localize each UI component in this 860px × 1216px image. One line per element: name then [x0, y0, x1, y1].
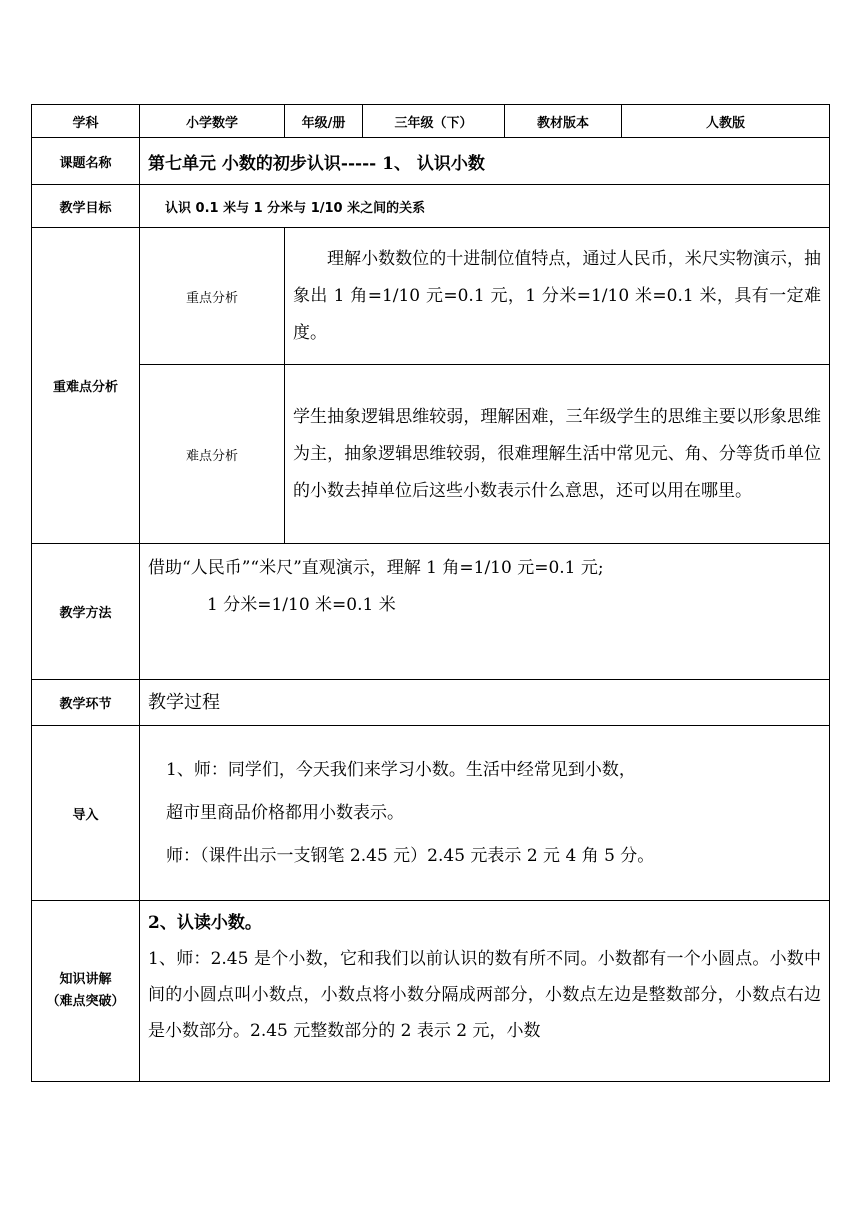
teaching-method-label: 教学方法 — [32, 544, 140, 680]
key-analysis-label: 重点分析 — [140, 228, 285, 365]
edition-value: 人教版 — [622, 105, 830, 138]
teaching-process-heading: 教学过程 — [140, 680, 830, 726]
teaching-method-row — [32, 544, 830, 680]
knowledge-heading: 2、认读小数。 — [148, 913, 262, 933]
teaching-stage-row — [32, 680, 830, 726]
lesson-plan-table — [31, 104, 830, 1082]
intro-label: 导入 — [32, 726, 140, 901]
difficulty-analysis-row — [32, 365, 830, 544]
analysis-label: 重难点分析 — [32, 228, 140, 544]
lesson-title-row — [32, 138, 830, 185]
header-row — [32, 105, 830, 138]
subject-value: 小学数学 — [140, 105, 285, 138]
difficulty-analysis-label: 难点分析 — [140, 365, 285, 544]
teaching-stage-label: 教学环节 — [32, 680, 140, 726]
key-analysis-row — [32, 228, 830, 365]
intro-line-3: 师：（课件出示一支钢笔 2.45 元）2.45 元表示 2 元 4 角 5 分。 — [166, 845, 655, 866]
knowledge-text — [140, 901, 830, 1082]
lesson-title: 第七单元 小数的初步认识----- 1、 认识小数 — [140, 138, 830, 185]
knowledge-label — [32, 901, 140, 1082]
difficulty-analysis-text: 学生抽象逻辑思维较弱，理解困难，三年级学生的思维主要以形象思维为主，抽象逻辑思维较弱，很难理解生活中常见元、角、分等货币单位的小数去掉单位后这些小数表示什么意思，还可以用在哪里。 — [285, 365, 830, 544]
method-line-1: 借助“人民币”“米尺”直观演示，理解 1 角=1/10 元=0.1 元; — [148, 558, 604, 578]
subject-label: 学科 — [32, 105, 140, 138]
intro-line-1: 1、师：同学们，今天我们来学习小数。生活中经常见到小数， — [166, 759, 636, 780]
knowledge-row — [32, 901, 830, 1082]
method-line-2: 1 分米=1/10 米=0.1 米 — [207, 595, 396, 615]
key-analysis-text: 理解小数数位的十进制位值特点，通过人民币，米尺实物演示，抽象出 1 角=1/10 元=0.1 元，1 分米=1/10 米=0.1 米，具有一定难度。 — [285, 228, 830, 365]
teaching-method-text — [140, 544, 830, 680]
knowledge-label-line-1: 知识讲解 — [59, 972, 112, 987]
intro-line-2: 超市里商品价格都用小数表示。 — [166, 802, 404, 823]
knowledge-label-line-2: （难点突破） — [46, 994, 125, 1009]
teaching-goal-row — [32, 185, 830, 228]
grade-label: 年级/册 — [285, 105, 363, 138]
intro-text — [140, 726, 830, 901]
lesson-title-label: 课题名称 — [32, 138, 140, 185]
edition-label: 教材版本 — [505, 105, 622, 138]
intro-row — [32, 726, 830, 901]
teaching-goal-label: 教学目标 — [32, 185, 140, 228]
teaching-goal: 认识 0.1 米与 1 分米与 1/10 米之间的关系 — [140, 185, 830, 228]
grade-value: 三年级（下） — [363, 105, 505, 138]
knowledge-paragraph: 1、师：2.45 是个小数，它和我们以前认识的数有所不同。小数都有一个小圆点。小数中间的小圆点叫小数点，小数点将小数分隔成两部分，小数点左边是整数部分，小数点右边是小数部分。2.45 元整数部分的 2 表示 2 元，小数 — [148, 949, 821, 1041]
